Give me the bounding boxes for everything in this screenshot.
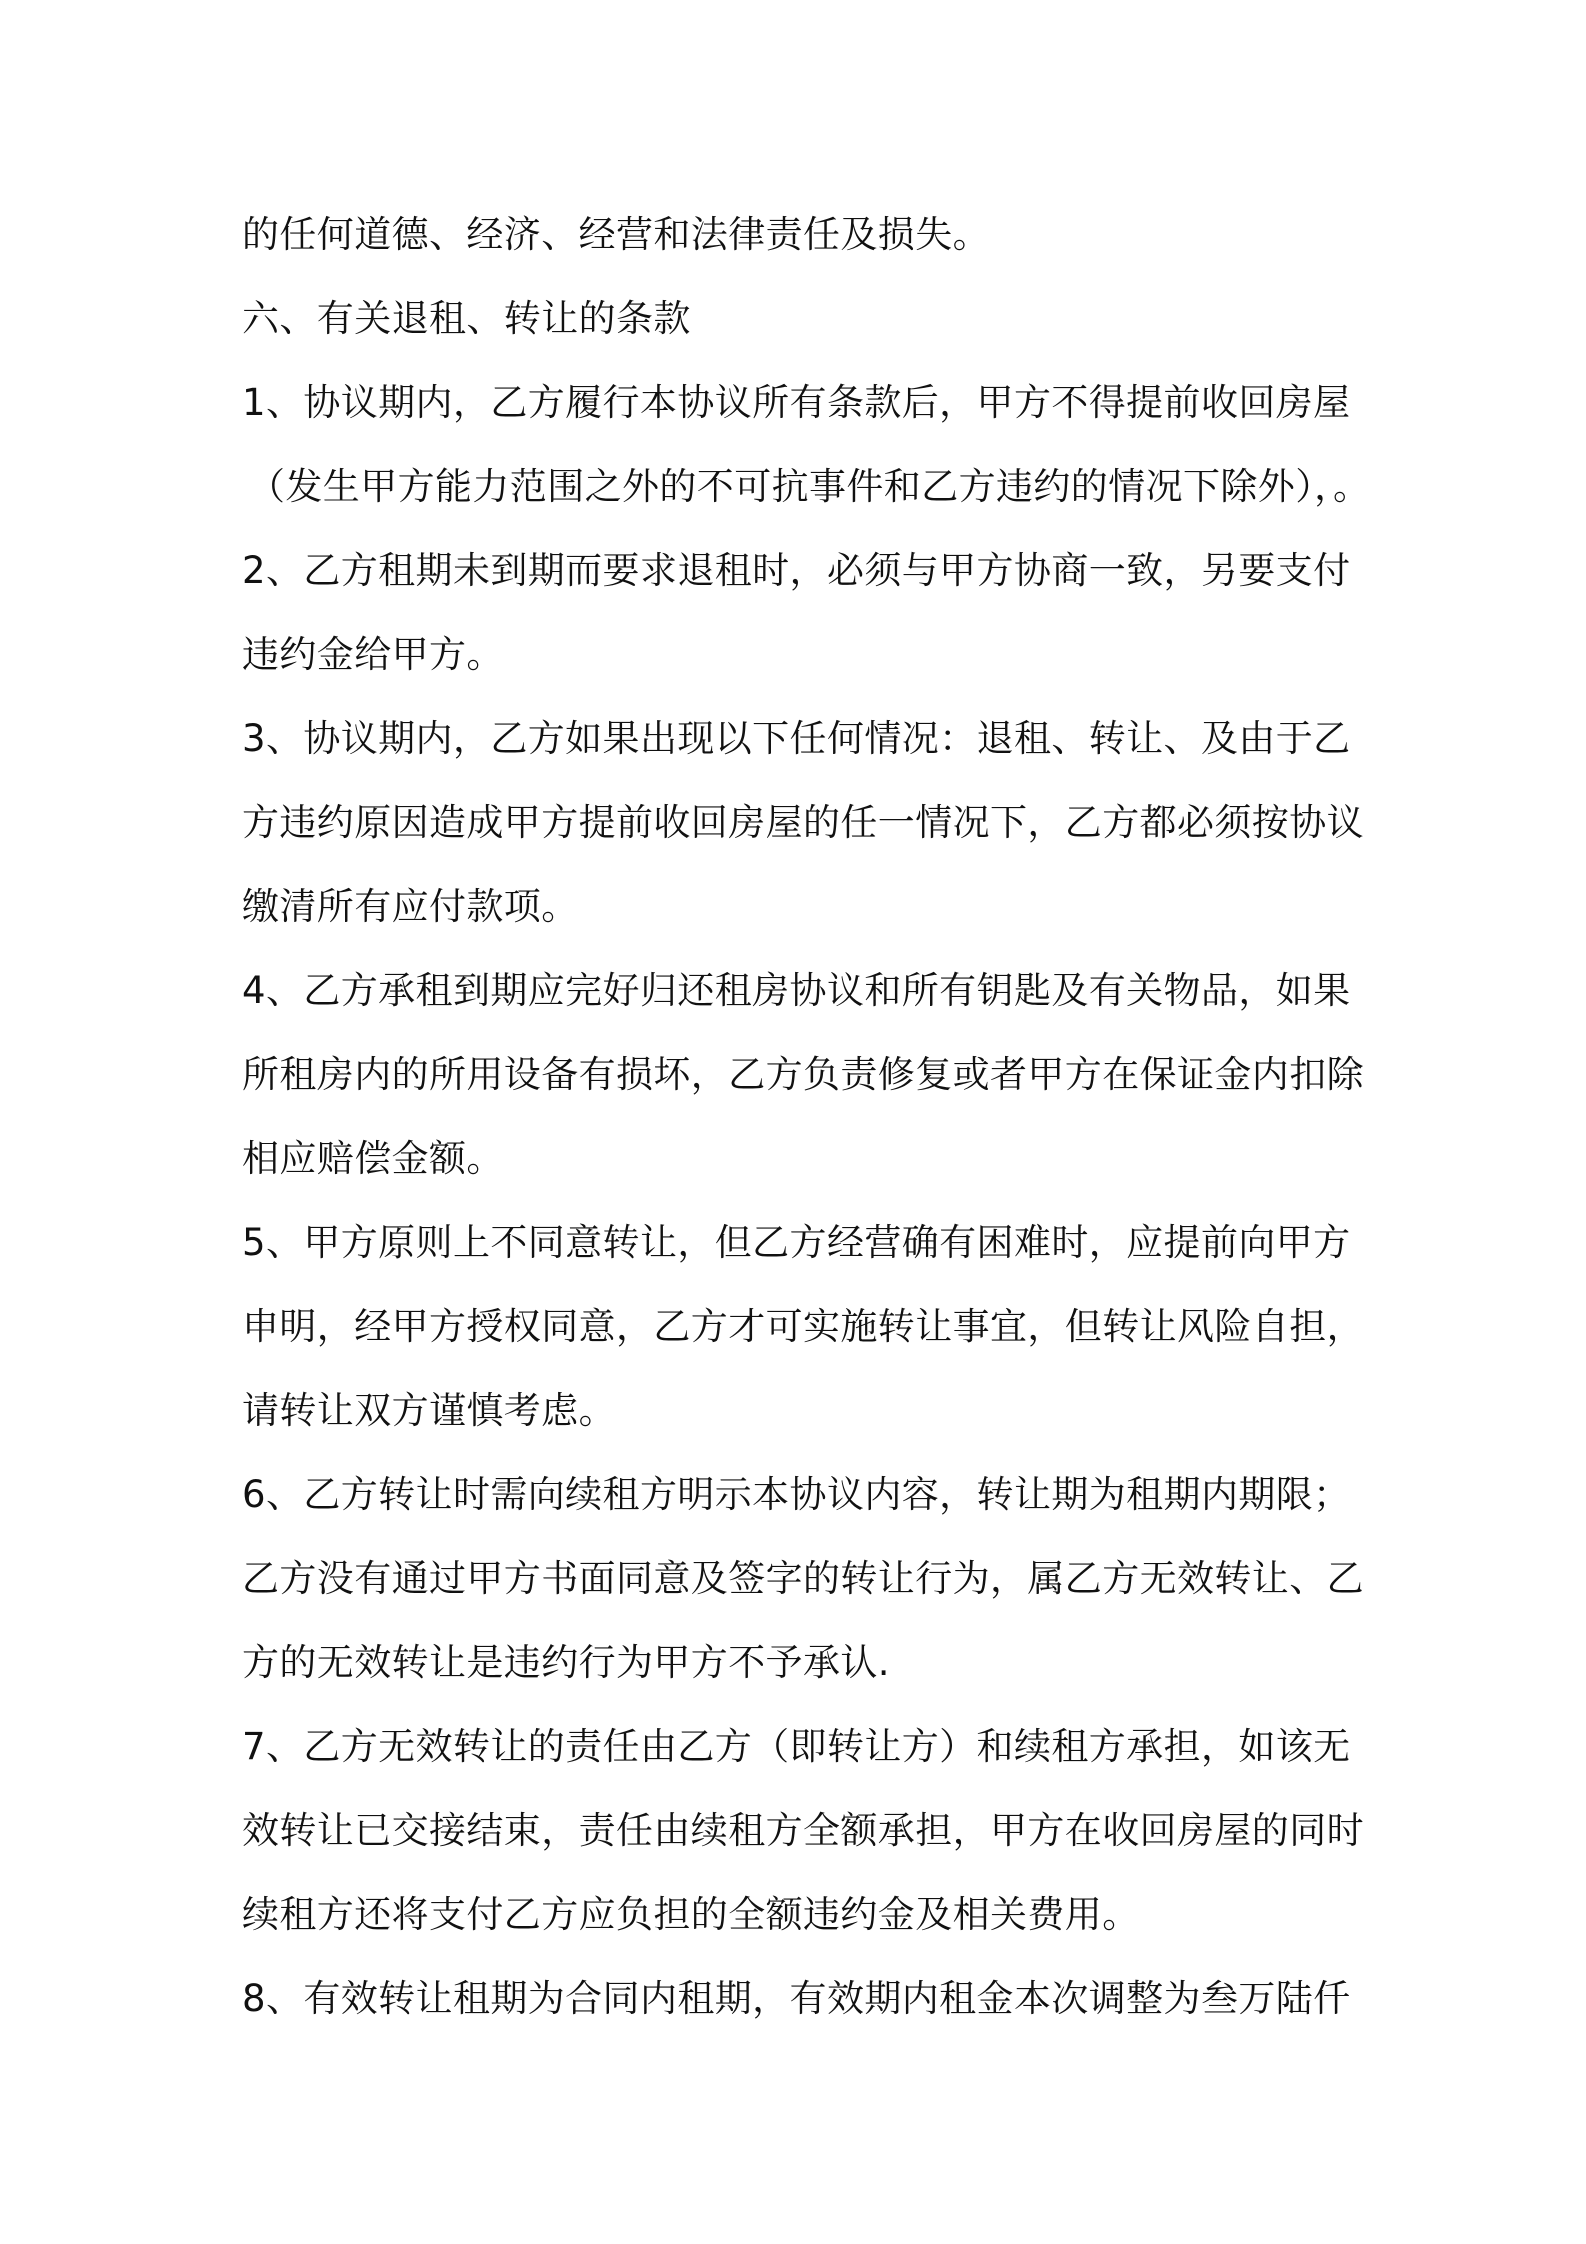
clause-3-line-1: 3、协议期内，乙方如果出现以下任何情况：退租、转让、及由于乙 bbox=[242, 717, 1351, 760]
clause-7-line-2: 效转让已交接结束，责任由续租方全额承担，甲方在收回房屋的同时 bbox=[242, 1809, 1364, 1852]
text-line: 的任何道德、经济、经营和法律责任及损失。 bbox=[242, 213, 990, 256]
clause-1-line-1: 1、协议期内，乙方履行本协议所有条款后，甲方不得提前收回房屋 bbox=[242, 381, 1351, 424]
clause-5-line-2: 申明，经甲方授权同意，乙方才可实施转让事宜，但转让风险自担， bbox=[242, 1305, 1364, 1348]
clause-6-line-3: 方的无效转让是违约行为甲方不予承认. bbox=[242, 1641, 890, 1684]
section-heading: 六、有关退租、转让的条款 bbox=[242, 297, 691, 340]
clause-4-line-2: 所租房内的所用设备有损坏，乙方负责修复或者甲方在保证金内扣除 bbox=[242, 1053, 1364, 1096]
clause-3-line-3: 缴清所有应付款项。 bbox=[242, 885, 579, 928]
clause-7-line-1: 7、乙方无效转让的责任由乙方（即转让方）和续租方承担，如该无 bbox=[242, 1725, 1351, 1768]
clause-1-line-2: （发生甲方能力范围之外的不可抗事件和乙方违约的情况下除外），。 bbox=[248, 465, 1371, 508]
clause-6-line-2: 乙方没有通过甲方书面同意及签字的转让行为，属乙方无效转让、乙 bbox=[242, 1557, 1364, 1600]
clause-2-line-2: 违约金给甲方。 bbox=[242, 633, 504, 676]
clause-4-line-1: 4、乙方承租到期应完好归还租房协议和所有钥匙及有关物品，如果 bbox=[242, 969, 1351, 1012]
clause-6-line-1: 6、乙方转让时需向续租方明示本协议内容，转让期为租期内期限； bbox=[242, 1473, 1351, 1516]
clause-5-line-1: 5、甲方原则上不同意转让，但乙方经营确有困难时，应提前向甲方 bbox=[242, 1221, 1351, 1264]
clause-3-line-2: 方违约原因造成甲方提前收回房屋的任一情况下，乙方都必须按协议 bbox=[242, 801, 1364, 844]
clause-2-line-1: 2、乙方租期未到期而要求退租时，必须与甲方协商一致，另要支付 bbox=[242, 549, 1351, 592]
clause-5-line-3: 请转让双方谨慎考虑。 bbox=[242, 1389, 616, 1432]
clause-7-line-3: 续租方还将支付乙方应负担的全额违约金及相关费用。 bbox=[242, 1893, 1140, 1936]
clause-4-line-3: 相应赔偿金额。 bbox=[242, 1137, 504, 1180]
document-body bbox=[242, 193, 1371, 2041]
clause-8-line-1: 8、有效转让租期为合同内租期，有效期内租金本次调整为叁万陆仟 bbox=[242, 1977, 1351, 2020]
